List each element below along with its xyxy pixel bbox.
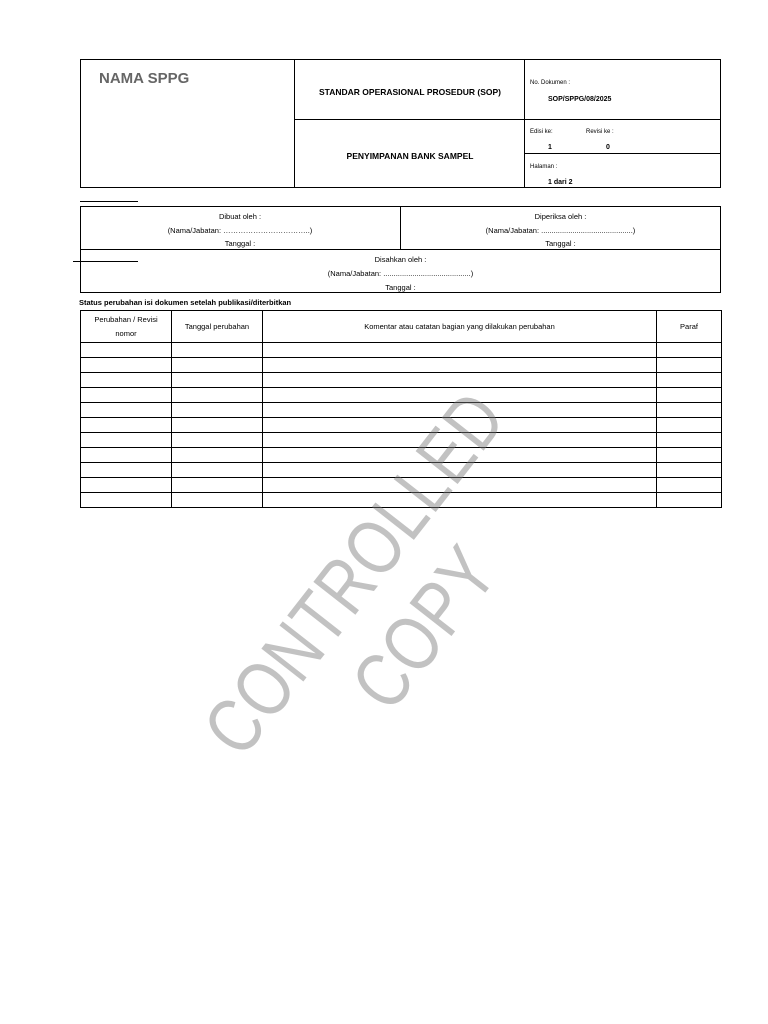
table-row [81, 358, 722, 373]
approved-by-date: Tanggal : [385, 283, 416, 292]
table-cell [172, 418, 263, 433]
sop-name: PENYIMPANAN BANK SAMPEL [346, 151, 474, 161]
page-label: Halaman : [530, 164, 558, 170]
table-cell [657, 343, 722, 358]
table-cell [263, 343, 657, 358]
table-cell [657, 418, 722, 433]
table-row [81, 403, 722, 418]
table-cell [172, 358, 263, 373]
column-header-revision-line1: Perubahan / Revisi [94, 314, 158, 324]
table-cell [172, 388, 263, 403]
table-cell [172, 463, 263, 478]
table-cell [81, 463, 172, 478]
table-cell [657, 463, 722, 478]
table-cell [81, 373, 172, 388]
revision-label: Revisi ke : [586, 129, 614, 135]
column-header-initial: Paraf [657, 311, 722, 343]
table-cell [657, 478, 722, 493]
table-row [81, 343, 722, 358]
revision-value: 0 [606, 144, 610, 151]
table-cell [172, 373, 263, 388]
table-cell [81, 448, 172, 463]
column-header-revision [81, 311, 172, 343]
table-cell [81, 478, 172, 493]
doc-number-label: No. Dokumen : [530, 80, 571, 86]
table-cell [172, 403, 263, 418]
sop-title: STANDAR OPERASIONAL PROSEDUR (SOP) [319, 87, 501, 97]
table-cell [81, 343, 172, 358]
approved-by-label: Disahkan oleh : [374, 255, 427, 264]
table-cell [172, 478, 263, 493]
checked-by-label: Diperiksa oleh : [534, 212, 587, 221]
table-cell [657, 373, 722, 388]
status-title: Status perubahan isi dokumen setelah publikasi/diterbitkan [79, 298, 292, 307]
edition-label: Edisi ke: [530, 129, 553, 135]
table-cell [81, 403, 172, 418]
table-cell [81, 433, 172, 448]
table-cell [657, 358, 722, 373]
table-cell [657, 448, 722, 463]
edition-value: 1 [548, 144, 552, 151]
table-row [81, 388, 722, 403]
column-header-revision-line2: nomor [115, 328, 137, 338]
table-cell [657, 388, 722, 403]
column-header-date: Tanggal perubahan [172, 311, 263, 343]
header-divider [294, 119, 721, 120]
column-header-comment: Komentar atau catatan bagian yang dilakukan perubahan [263, 311, 657, 343]
table-header-row [81, 311, 722, 343]
header-divider [524, 153, 721, 154]
made-by-date: Tanggal : [224, 239, 256, 248]
made-by-label: Dibuat oleh : [218, 212, 262, 221]
table-cell [172, 448, 263, 463]
table-cell [81, 493, 172, 508]
page-value: 1 dari 2 [548, 179, 573, 186]
controlled-copy-watermark: CONTROLLED COPY [187, 376, 523, 772]
made-by-name: (Nama/Jabatan: ……………………………..) [167, 226, 313, 235]
table-cell [172, 433, 263, 448]
approval-divider [80, 249, 721, 250]
approved-by-name: (Nama/Jabatan: ..........................................) [327, 269, 474, 278]
table-cell [657, 403, 722, 418]
checked-by-date: Tanggal : [545, 239, 576, 248]
table-cell [81, 388, 172, 403]
table-cell [81, 418, 172, 433]
table-cell [172, 493, 263, 508]
header-divider [294, 59, 295, 188]
short-rule [80, 201, 138, 202]
header-divider [524, 59, 525, 188]
doc-number: SOP/SPPG/08/2025 [548, 96, 612, 103]
table-cell [657, 493, 722, 508]
table-cell [657, 433, 722, 448]
table-cell [81, 358, 172, 373]
table-cell [172, 343, 263, 358]
table-row [81, 373, 722, 388]
checked-by-name: (Nama/Jabatan: ............................................) [485, 226, 636, 235]
organization-name: NAMA SPPG [99, 70, 190, 87]
